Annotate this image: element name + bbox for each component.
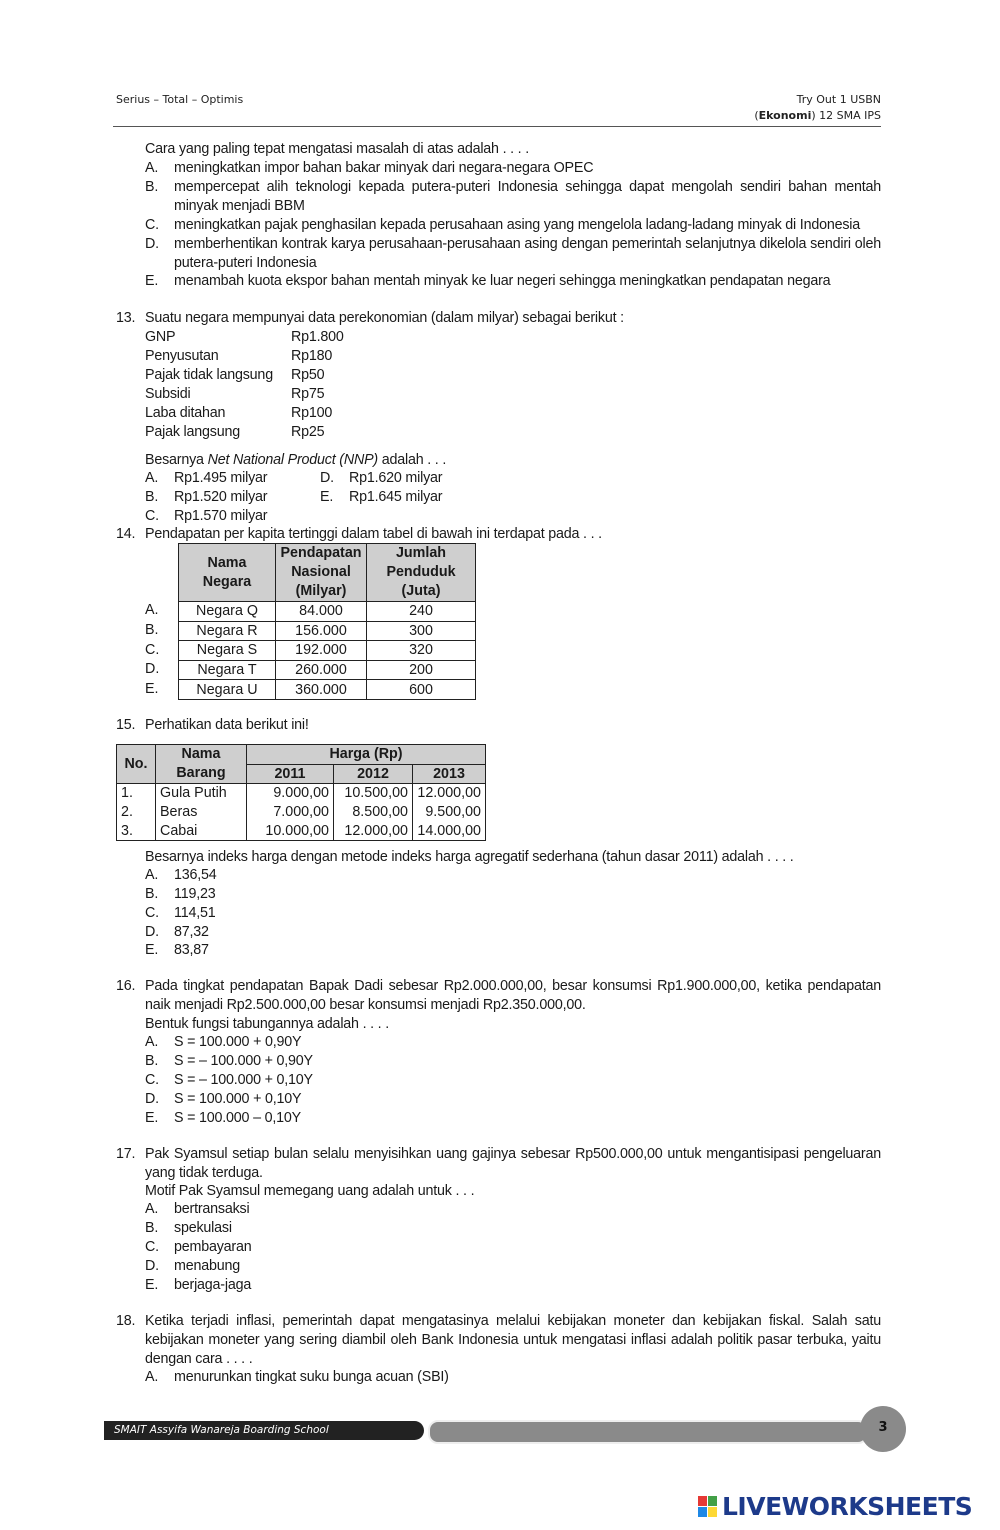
q16-stem: Pada tingkat pendapatan Bapak Dadi sebesar Rp2.000.000,00, besar konsumsi Rp1.900.000,00, ketika pendapatan naik menjadi Rp2.500.000,00 besar konsumsi menjadi Rp2.350.000,00. <box>145 978 881 1013</box>
q13-option-c: Rp1.570 milyar <box>174 508 268 524</box>
q12-option-c-letter: C. <box>145 217 159 233</box>
q15-header-year: 2011 <box>247 764 334 784</box>
q15-cell-price: 10.500,00 <box>334 784 413 803</box>
q15-cell-price: 7.000,00 <box>247 803 334 822</box>
q17-option-c: pembayaran <box>174 1239 252 1255</box>
q15-option-b-letter: B. <box>145 886 159 902</box>
q14-cell-pendapatan: 360.000 <box>276 680 367 700</box>
q16-option-a-letter: A. <box>145 1034 159 1050</box>
q14-cell-negara: Negara T <box>179 660 276 680</box>
q15-option-e: 83,87 <box>174 942 209 958</box>
q13-question-post: adalah . . . <box>377 452 447 468</box>
q18-option-a: menurunkan tingkat suku bunga acuan (SBI) <box>174 1369 449 1385</box>
q13-number: 13. <box>116 310 136 326</box>
q15-option-c: 114,51 <box>174 905 216 921</box>
q13-option-a-letter: A. <box>145 470 159 486</box>
q15-cell-price: 10.000,00 <box>247 822 334 841</box>
q15-cell-nama: Beras <box>156 803 247 822</box>
q13-option-e: Rp1.645 milyar <box>349 489 443 505</box>
q15-option-d: 87,32 <box>174 924 209 940</box>
q15-option-d-letter: D. <box>145 924 159 940</box>
q13-data-label: Penyusutan <box>145 348 219 364</box>
q14-table <box>178 543 476 700</box>
q17-option-c-letter: C. <box>145 1239 159 1255</box>
q14-option-b-letter: B. <box>145 622 159 638</box>
q14-header-negara: Nama Negara <box>179 544 276 602</box>
q15-table <box>116 744 486 841</box>
header-subject: Ekonomi <box>758 109 812 122</box>
q13-data-label: Laba ditahan <box>145 405 226 421</box>
q16-option-d: S = 100.000 + 0,10Y <box>174 1091 302 1107</box>
q15-cell-price: 14.000,00 <box>413 822 486 841</box>
q14-option-d-letter: D. <box>145 661 160 677</box>
header-divider <box>113 126 881 127</box>
q17-option-b-letter: B. <box>145 1220 159 1236</box>
q14-cell-negara: Negara Q <box>179 602 276 622</box>
q14-option-a-letter: A. <box>145 602 159 618</box>
q17-option-a: bertransaksi <box>174 1201 250 1217</box>
q14-cell-pendapatan: 156.000 <box>276 621 367 641</box>
footer-progress-bar <box>428 1420 868 1444</box>
q14-cell-negara: Negara S <box>179 641 276 661</box>
q17-question: Motif Pak Syamsul memegang uang adalah untuk . . . <box>145 1183 475 1199</box>
header-left: Serius – Total – Optimis <box>116 93 244 106</box>
q15-cell-price: 12.000,00 <box>413 784 486 803</box>
q13-data-value: Rp100 <box>291 405 333 421</box>
q15-question: Besarnya indeks harga dengan metode indeks harga agregatif sederhana (tahun dasar 2011) adalah . . . . <box>145 849 794 865</box>
q13-data-value: Rp75 <box>291 386 325 402</box>
footer-school: SMAIT Assyifa Wanareja Boarding School <box>114 1424 329 1436</box>
q17-option-e-letter: E. <box>145 1277 159 1293</box>
q13-data-label: Pajak tidak langsung <box>145 367 273 383</box>
q15-option-b: 119,23 <box>174 886 216 902</box>
q13-question-em: Net National Product (NNP) <box>207 452 378 468</box>
q13-option-a: Rp1.495 milyar <box>174 470 268 486</box>
q16-option-d-letter: D. <box>145 1091 159 1107</box>
q14-cell-penduduk: 300 <box>367 621 476 641</box>
q16-option-c: S = – 100.000 + 0,10Y <box>174 1072 313 1088</box>
q13-option-d-letter: D. <box>320 470 334 486</box>
q15-cell-price: 9.500,00 <box>413 803 486 822</box>
q14-cell-negara: Negara U <box>179 680 276 700</box>
q17-option-e: berjaga-jaga <box>174 1277 252 1293</box>
q15-header-year: 2012 <box>334 764 413 784</box>
q15-cell-no: 2. <box>117 803 156 822</box>
q16-question: Bentuk fungsi tabungannya adalah . . . . <box>145 1016 389 1032</box>
q15-cell-price: 12.000,00 <box>334 822 413 841</box>
q14-cell-pendapatan: 84.000 <box>276 602 367 622</box>
q15-cell-price: 9.000,00 <box>247 784 334 803</box>
q14-cell-penduduk: 240 <box>367 602 476 622</box>
q15-header-nama: Nama Barang <box>156 745 247 784</box>
q15-option-a: 136,54 <box>174 867 217 883</box>
q14-cell-negara: Negara R <box>179 621 276 641</box>
q12-option-e: menambah kuota ekspor bahan mentah minyak ke luar negeri sehingga meningkatkan pendapatan negara <box>174 273 831 289</box>
q14-cell-penduduk: 200 <box>367 660 476 680</box>
q14-cell-pendapatan: 192.000 <box>276 641 367 661</box>
q15-cell-nama: Cabai <box>156 822 247 841</box>
q15-header-year: 2013 <box>413 764 486 784</box>
q13-option-b-letter: B. <box>145 489 159 505</box>
q14-number: 14. <box>116 526 136 542</box>
q18-number: 18. <box>116 1313 136 1329</box>
q16-option-b-letter: B. <box>145 1053 159 1069</box>
q12-option-d-letter: D. <box>145 236 159 252</box>
q12-option-b-letter: B. <box>145 179 159 195</box>
q15-cell-no: 3. <box>117 822 156 841</box>
q13-data-value: Rp180 <box>291 348 333 364</box>
q13-data-value: Rp50 <box>291 367 325 383</box>
q16-number: 16. <box>116 978 136 994</box>
q17-option-d-letter: D. <box>145 1258 159 1274</box>
q18-stem: Ketika terjadi inflasi, pemerintah dapat mengatasinya melalui kebijakan moneter dan kebijakan fiskal. Salah satu kebijakan moneter yang sering diambil oleh Bank Indonesia untuk mengatasi inflasi adalah politik pasar terbuka, yaitu dengan cara . . . . <box>145 1313 881 1367</box>
q15-cell-price: 8.500,00 <box>334 803 413 822</box>
q12-option-a: meningkatkan impor bahan bakar minyak dari negara-negara OPEC <box>174 160 594 176</box>
q16-option-a: S = 100.000 + 0,90Y <box>174 1034 302 1050</box>
q12-option-a-letter: A. <box>145 160 159 176</box>
q13-option-c-letter: C. <box>145 508 159 524</box>
q13-data-label: Subsidi <box>145 386 191 402</box>
q13-data-value: Rp25 <box>291 424 325 440</box>
q14-header-penduduk: Jumlah Penduduk (Juta) <box>367 544 476 602</box>
q16-option-e: S = 100.000 – 0,10Y <box>174 1110 301 1126</box>
watermark[interactable]: LIVEWORKSHEETS <box>722 1492 973 1521</box>
q13-data-value: Rp1.800 <box>291 329 344 345</box>
q14-option-e-letter: E. <box>145 681 159 697</box>
q18-option-a-letter: A. <box>145 1369 159 1385</box>
q12-option-d: memberhentikan kontrak karya perusahaan-perusahaan asing dengan pemerintah selanjutnya dikelola sendiri oleh putera-puteri Indonesia <box>174 236 881 271</box>
q15-option-c-letter: C. <box>145 905 159 921</box>
liveworksheets-logo-icon <box>698 1496 718 1518</box>
q14-cell-penduduk: 320 <box>367 641 476 661</box>
q17-option-d: menabung <box>174 1258 240 1274</box>
q13-data-label: GNP <box>145 329 176 345</box>
q15-header-no: No. <box>117 745 156 784</box>
q17-number: 17. <box>116 1146 136 1162</box>
q15-header-harga: Harga (Rp) <box>247 745 486 765</box>
q13-option-e-letter: E. <box>320 489 334 505</box>
q14-cell-penduduk: 600 <box>367 680 476 700</box>
q12-option-e-letter: E. <box>145 273 159 289</box>
q15-cell-no: 1. <box>117 784 156 803</box>
q13-option-b: Rp1.520 milyar <box>174 489 268 505</box>
q16-option-c-letter: C. <box>145 1072 159 1088</box>
q13-data-label: Pajak langsung <box>145 424 240 440</box>
q13-question-pre: Besarnya <box>145 452 208 468</box>
q16-option-b: S = – 100.000 + 0,90Y <box>174 1053 313 1069</box>
q14-cell-pendapatan: 260.000 <box>276 660 367 680</box>
header-right-subject: (Ekonomi) 12 SMA IPS <box>754 109 881 122</box>
q12-option-c: meningkatkan pajak penghasilan kepada perusahaan asing yang mengelola ladang-ladang minyak di Indonesia <box>174 217 861 233</box>
q15-cell-nama: Gula Putih <box>156 784 247 803</box>
q15-option-a-letter: A. <box>145 867 159 883</box>
q14-stem: Pendapatan per kapita tertinggi dalam tabel di bawah ini terdapat pada . . . <box>145 526 602 542</box>
q15-option-e-letter: E. <box>145 942 159 958</box>
q16-option-e-letter: E. <box>145 1110 159 1126</box>
page-number: 3 <box>860 1406 906 1452</box>
q13-question <box>145 451 446 470</box>
q17-option-b: spekulasi <box>174 1220 232 1236</box>
q12-option-b: mempercepat alih teknologi kepada putera-puteri Indonesia sehingga dapat mengolah sendiri bahan mentah minyak menjadi BBM <box>174 179 881 214</box>
q13-option-d: Rp1.620 milyar <box>349 470 443 486</box>
q15-stem: Perhatikan data berikut ini! <box>145 717 309 733</box>
q17-stem: Pak Syamsul setiap bulan selalu menyisihkan uang gajinya sebesar Rp500.000,00 untuk mengantisipasi pengeluaran yang tidak terduga. <box>145 1146 881 1181</box>
q15-number: 15. <box>116 717 136 733</box>
q17-option-a-letter: A. <box>145 1201 159 1217</box>
header-right-top: Try Out 1 USBN <box>796 93 881 106</box>
q13-stem: Suatu negara mempunyai data perekonomian (dalam milyar) sebagai berikut : <box>145 310 624 326</box>
q14-header-pendapatan: Pendapatan Nasional (Milyar) <box>276 544 367 602</box>
q12-stem: Cara yang paling tepat mengatasi masalah di atas adalah . . . . <box>145 141 529 157</box>
q14-option-c-letter: C. <box>145 642 160 658</box>
header-class: 12 SMA IPS <box>815 109 881 122</box>
